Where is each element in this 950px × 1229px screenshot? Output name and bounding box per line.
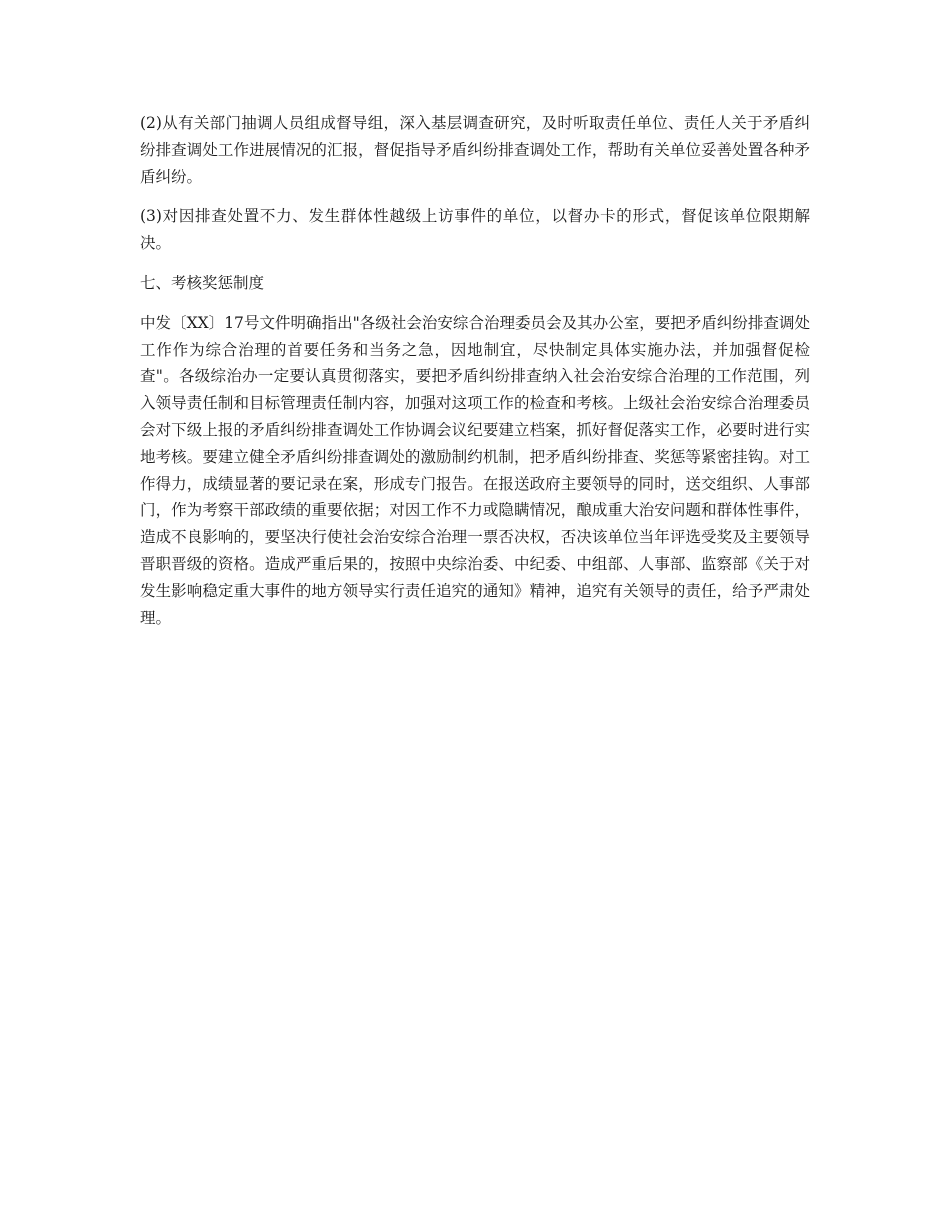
paragraph-assessment: 中发〔XX〕17号文件明确指出"各级社会治安综合治理委员会及其办公室，要把矛盾纠纷排查调处工作作为综合治理的首要任务和当务之急，因地制宜，尽快制定具体实施办法，并加强督促检查"。各级综治办一定要认真贯彻落实，要把矛盾纠纷排查纳入社会治安综合治理的工作范围，列入领导责任制和目标管理责任制内容，加强对这项工作的检查和考核。上级社会治安综合治理委员会对下级上报的矛盾纠纷排查调处工作协调会议纪要建立档案，抓好督促落实工作，必要时进行实地考核。要建立健全矛盾纠纷排查调处的激励制约机制，把矛盾纠纷排查、奖惩等紧密挂钩。对工作得力，成绩显著的要记录在案，形成专门报告。在报送政府主要领导的同时，送交组织、人事部门，作为考察干部政绩的重要依据；对因工作不力或隐瞒情况，酿成重大治安问题和群体性事件，造成不良影响的，要坚决行使社会治安综合治理一票否决权，否决该单位当年评选受奖及主要领导晋职晋级的资格。造成严重后果的，按照中央综治委、中纪委、中组部、人事部、监察部《关于对发生影响稳定重大事件的地方领导实行责任追究的通知》精神，追究有关领导的责任，给予严肃处理。 (140, 313, 810, 627)
paragraph-item-2: (2)从有关部门抽调人员组成督导组，深入基层调查研究，及时听取责任单位、责任人关于矛盾纠纷排查调处工作进展情况的汇报，督促指导矛盾纠纷排查调处工作，帮助有关单位妥善处置各种矛盾纠纷。 (140, 114, 810, 186)
document-body (140, 110, 810, 644)
section-heading: 七、考核奖惩制度 (140, 273, 265, 292)
paragraph-item-3: (3)对因排查处置不力、发生群体性越级上访事件的单位，以督办卡的形式，督促该单位限期解决。 (140, 207, 810, 253)
